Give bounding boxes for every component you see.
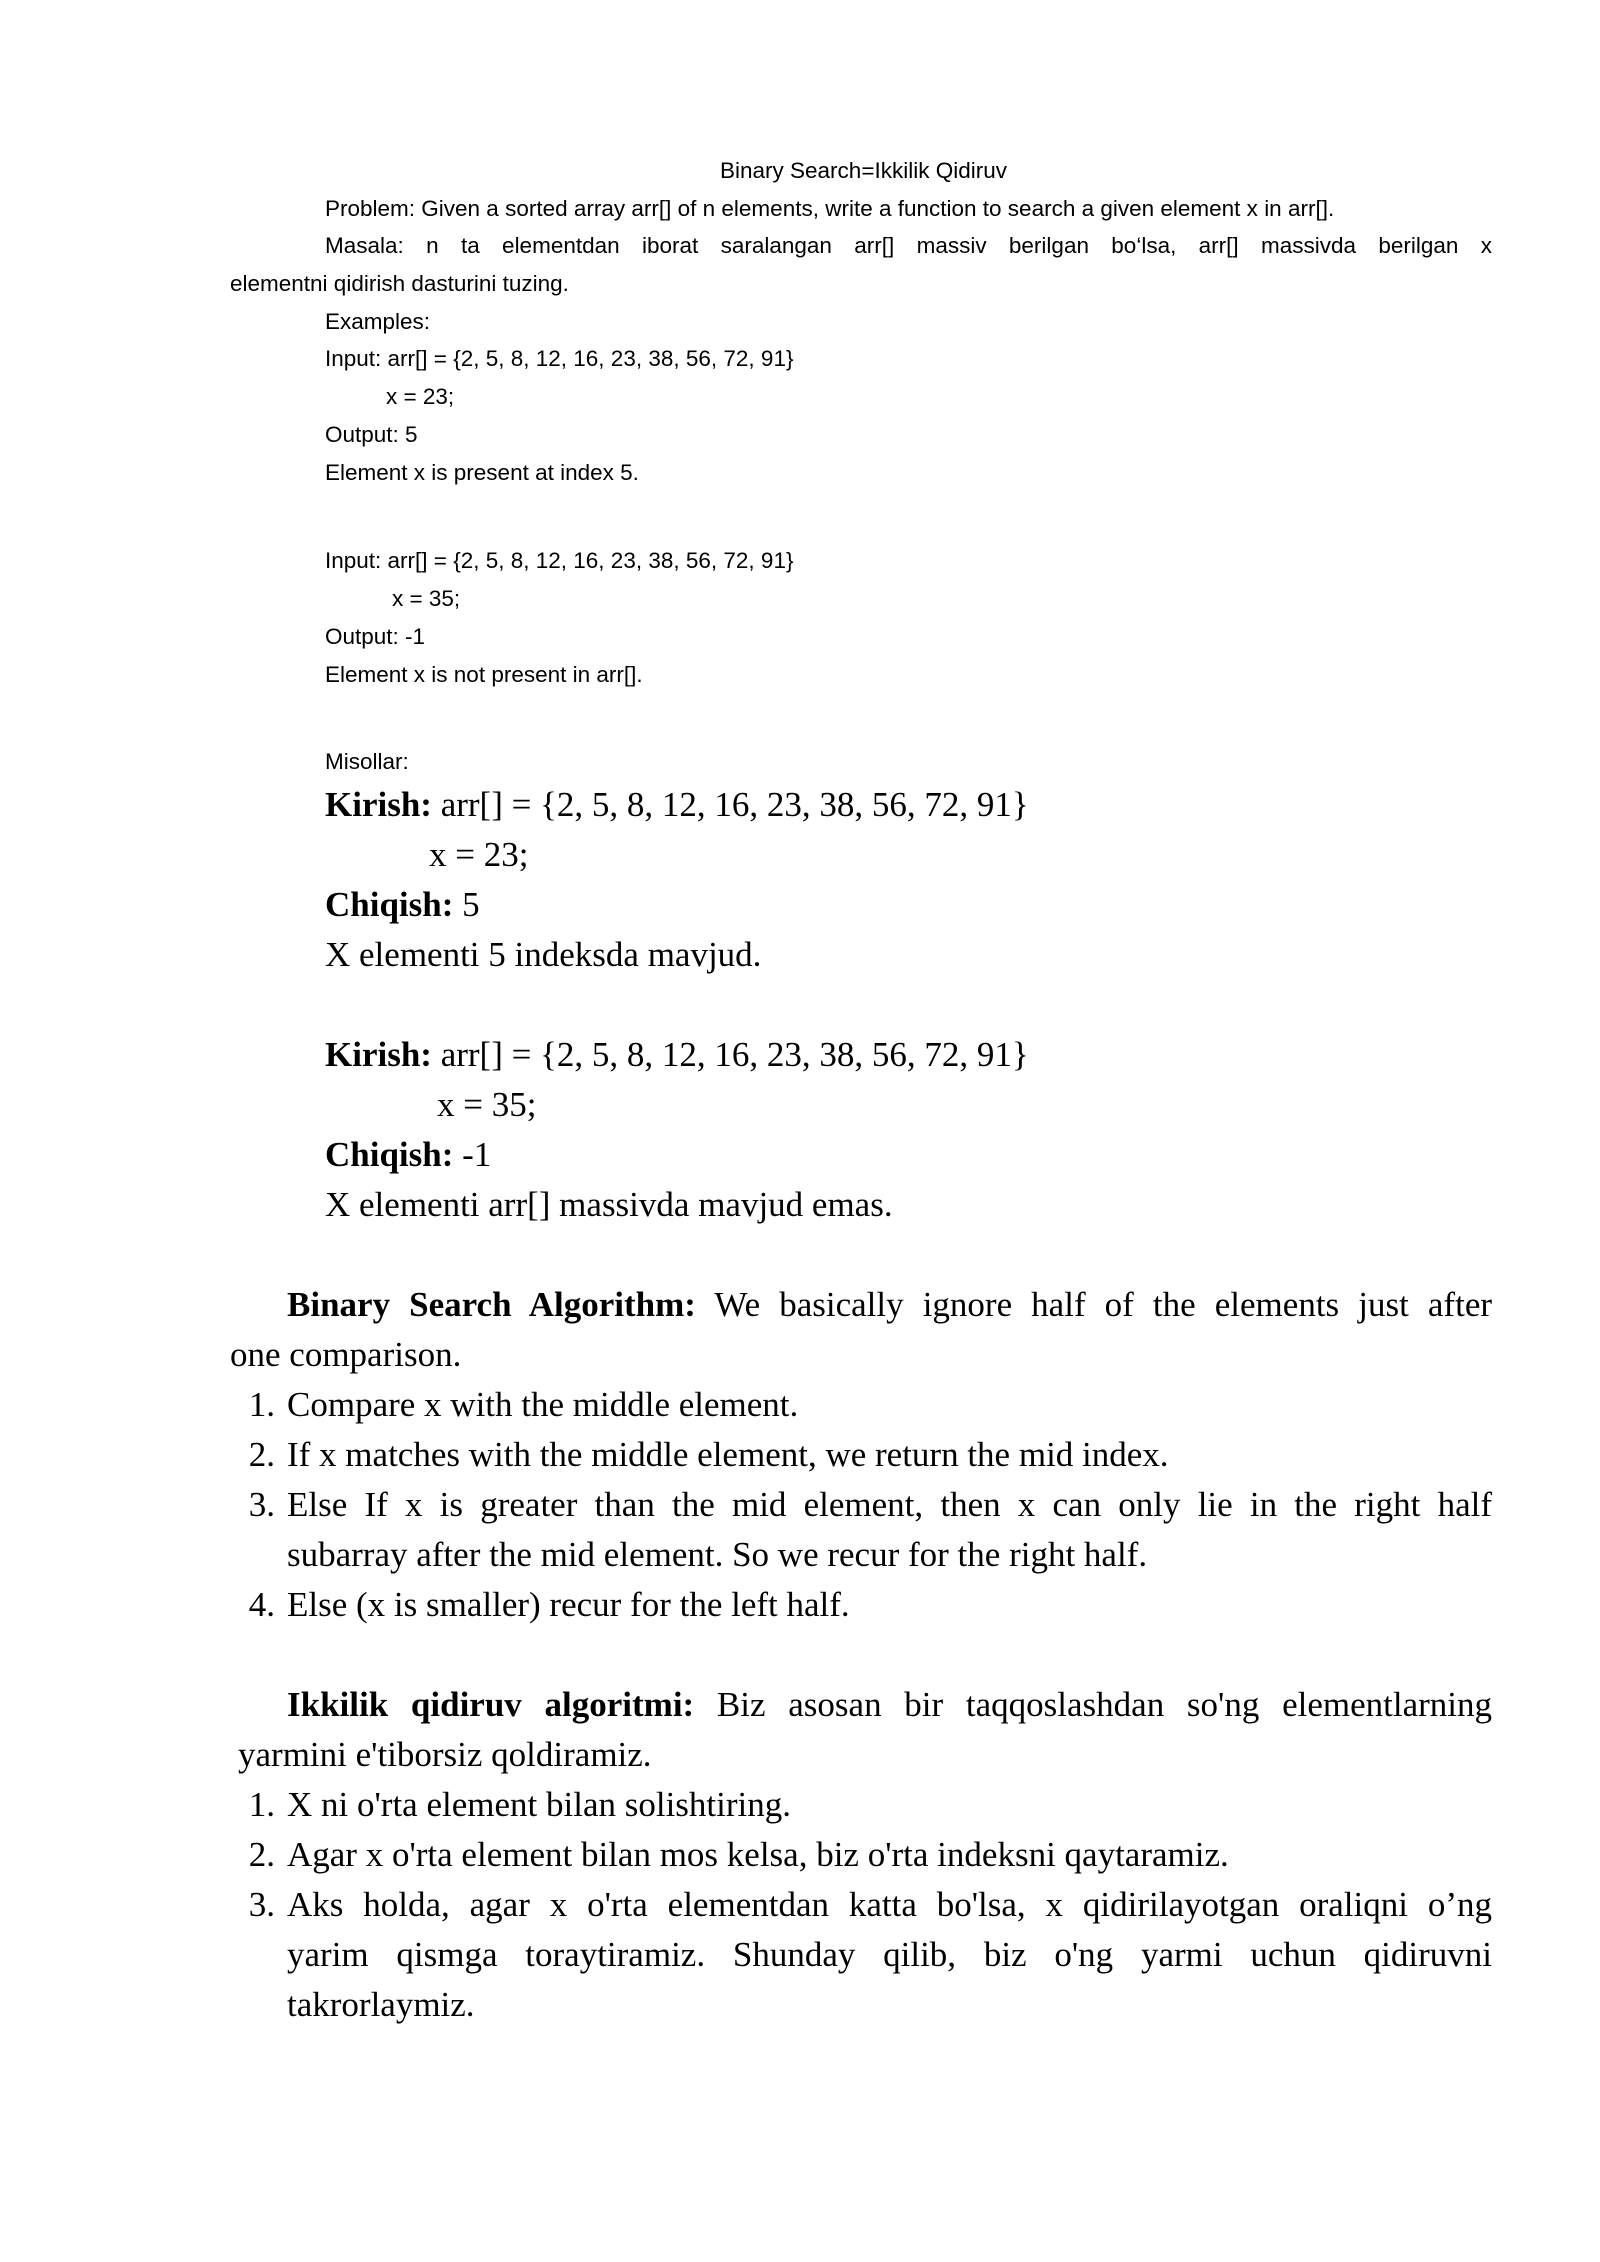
chiqish-value: -1 bbox=[453, 1135, 492, 1174]
problem-english: Problem: Given a sorted array arr[] of n elements, write a function to search a given element x in arr[]. bbox=[325, 196, 1335, 221]
step-number: 2. bbox=[248, 1835, 275, 1874]
algo-en-step-2: 2. If x matches with the middle element, we return the mid index. bbox=[233, 1430, 1169, 1480]
algo-uz-step-3-line2: yarim qismga toraytiramiz. Shunday qilib, biz o'ng yarmi uchun qidiruvni bbox=[287, 1935, 1492, 1974]
examples-heading: Examples: bbox=[325, 309, 431, 334]
algo-en-step-3-number bbox=[233, 1480, 287, 1530]
example1-x: x = 23; bbox=[386, 384, 455, 409]
misol1-x: x = 23; bbox=[429, 835, 529, 874]
algo-uz-intro-line1: Ikkilik qidiruv algoritmi: Biz asosan bir taqqoslashdan so'ng elementlarning bbox=[287, 1685, 1492, 1724]
problem-uzbek-line1: Masala: n ta elementdan iborat saralangan arr[] massiv berilgan bo‘lsa, arr[] massivda berilgan x bbox=[325, 233, 1492, 258]
algo-en-step-4: 4. Else (x is smaller) recur for the left half. bbox=[233, 1580, 850, 1630]
doc-title: Binary Search=Ikkilik Qidiruv bbox=[720, 158, 1007, 183]
chiqish-label: Chiqish: bbox=[325, 885, 454, 924]
misol2-output bbox=[325, 1130, 491, 1180]
algo-en-label: Binary Search Algorithm: bbox=[287, 1285, 696, 1324]
algo-uz-step-3-number bbox=[233, 1880, 287, 1930]
algo-en-step-3-line2: subarray after the mid element. So we recur for the right half. bbox=[287, 1535, 1148, 1574]
example2-explain: Element x is not present in arr[]. bbox=[325, 662, 643, 687]
kirish-value: arr[] = {2, 5, 8, 12, 16, 23, 38, 56, 72, 91} bbox=[431, 785, 1029, 824]
example1-explain: Element x is present at index 5. bbox=[325, 460, 639, 485]
algo-en-intro-line2: one comparison. bbox=[230, 1335, 462, 1374]
step-number: 1. bbox=[248, 1385, 275, 1424]
step-number: 3. bbox=[248, 1885, 275, 1924]
kirish-label: Kirish: bbox=[325, 785, 432, 824]
misol1-output bbox=[325, 880, 480, 930]
kirish-value: arr[] = {2, 5, 8, 12, 16, 23, 38, 56, 72, 91} bbox=[431, 1035, 1029, 1074]
step-number: 1. bbox=[248, 1785, 275, 1824]
misol1-input bbox=[325, 780, 1029, 830]
misollar-heading: Misollar: bbox=[325, 749, 409, 774]
step-number: 3. bbox=[248, 1485, 275, 1524]
example1-output: Output: 5 bbox=[325, 422, 418, 447]
algo-uz-step-2: 2. Agar x o'rta element bilan mos kelsa, biz o'rta indeksni qaytaramiz. bbox=[233, 1830, 1229, 1880]
algo-uz-intro-line2: yarmini e'tiborsiz qoldiramiz. bbox=[238, 1735, 652, 1774]
chiqish-value: 5 bbox=[453, 885, 480, 924]
step-number: 4. bbox=[248, 1585, 275, 1624]
algo-uz-label: Ikkilik qidiruv algoritmi: bbox=[287, 1685, 695, 1724]
algo-en-step-3-line1: Else If x is greater than the mid element, then x can only lie in the right half bbox=[287, 1485, 1492, 1524]
algo-en-intro-line1: Binary Search Algorithm: We basically ignore half of the elements just after bbox=[287, 1285, 1493, 1324]
algo-uz-step-3-line1: Aks holda, agar x o'rta elementdan katta bo'lsa, x qidirilayotgan oraliqni o’ng bbox=[287, 1885, 1492, 1924]
problem-uzbek-line2: elementni qidirish dasturini tuzing. bbox=[230, 271, 569, 296]
example2-output: Output: -1 bbox=[325, 624, 426, 649]
misol2-x: x = 35; bbox=[437, 1085, 537, 1124]
example2-input: Input: arr[] = {2, 5, 8, 12, 16, 23, 38, 56, 72, 91} bbox=[325, 548, 794, 573]
kirish-label: Kirish: bbox=[325, 1035, 432, 1074]
example1-input: Input: arr[] = {2, 5, 8, 12, 16, 23, 38, 56, 72, 91} bbox=[325, 346, 794, 371]
example2-x: x = 35; bbox=[392, 586, 461, 611]
algo-uz-step-3-line3: takrorlaymiz. bbox=[287, 1985, 475, 2024]
misol2-explain: X elementi arr[] massivda mavjud emas. bbox=[325, 1185, 893, 1224]
step-number: 2. bbox=[248, 1435, 275, 1474]
misol1-explain: X elementi 5 indeksda mavjud. bbox=[325, 935, 762, 974]
algo-en-step-1: 1. Compare x with the middle element. bbox=[233, 1380, 798, 1430]
chiqish-label: Chiqish: bbox=[325, 1135, 454, 1174]
misol2-input bbox=[325, 1030, 1029, 1080]
algo-uz-step-1: 1. X ni o'rta element bilan solishtiring. bbox=[233, 1780, 791, 1830]
